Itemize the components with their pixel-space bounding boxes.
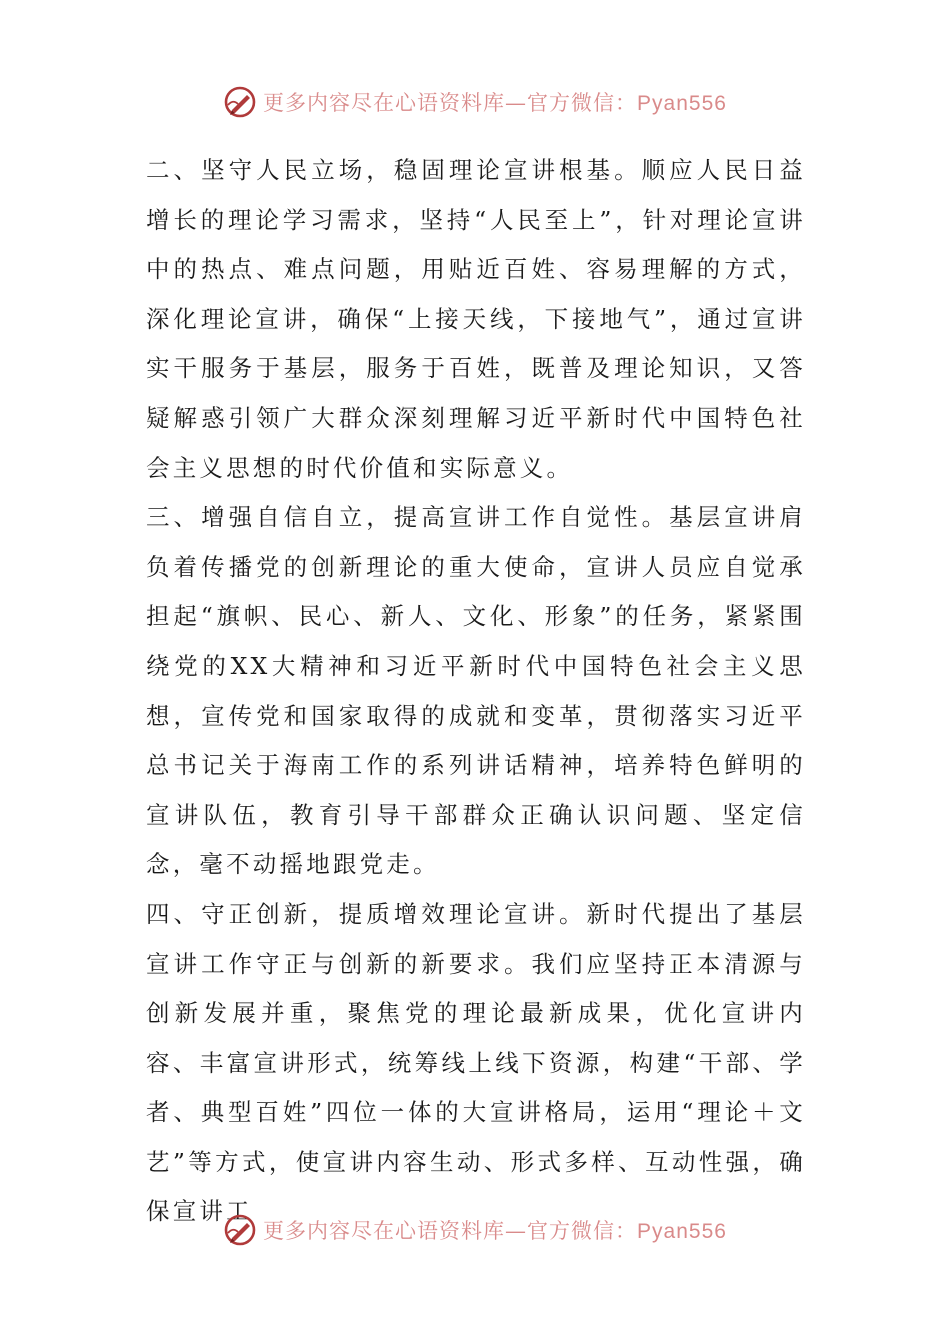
header-banner [0, 82, 950, 122]
header-banner-official: 官方微信： [527, 91, 638, 115]
pen-circle-icon [223, 1213, 257, 1247]
footer-wechat-id: Pyan556 [637, 1220, 727, 1243]
footer-banner [0, 1210, 950, 1250]
pen-circle-icon [223, 85, 257, 119]
header-banner-dash: — [505, 91, 528, 115]
document-body [146, 146, 806, 1237]
paragraph-3: 三、增强自信自立，提高宣讲工作自觉性。基层宣讲肩负着传播党的创新理论的重大使命，宣讲人员应自觉承担起“旗帜、民心、新人、文化、形象”的任务，紧紧围绕党的XX大精神和习近平新时代中国特色社会主义思想，宣传党和国家取得的成就和变革，贯彻落实习近平总书记关于海南工作的系列讲话精神，培养特色鲜明的宣讲队伍，教育引导干部群众正确认识问题、坚定信念，毫不动摇地跟党走。 [146, 503, 806, 879]
header-banner-text [263, 87, 727, 117]
footer-banner-dash: — [505, 1219, 528, 1243]
header-banner-main: 更多内容尽在心语资料库 [263, 91, 506, 115]
footer-banner-official: 官方微信： [527, 1219, 638, 1243]
paragraph-2: 二、坚守人民立场，稳固理论宣讲根基。顺应人民日益增长的理论学习需求，坚持“人民至上”，针对理论宣讲中的热点、难点问题，用贴近百姓、容易理解的方式，深化理论宣讲，确保“上接天线，下接地气”，通过宣讲实干服务于基层，服务于百姓，既普及理论知识，又答疑解惑引领广大群众深刻理解习近平新时代中国特色社会主义思想的时代价值和实际意义。 [146, 156, 806, 482]
header-wechat-id: Pyan556 [637, 92, 727, 115]
paragraph-4: 四、守正创新，提质增效理论宣讲。新时代提出了基层宣讲工作守正与创新的新要求。我们应坚持正本清源与创新发展并重，聚焦党的理论最新成果，优化宣讲内容、丰富宣讲形式，统筹线上线下资源，构建“干部、学者、典型百姓”四位一体的大宣讲格局，运用“理论＋文艺”等方式，使宣讲内容生动、形式多样、互动性强，确保宣讲工 [146, 899, 806, 1226]
footer-banner-main: 更多内容尽在心语资料库 [263, 1219, 506, 1243]
footer-banner-text [263, 1215, 727, 1245]
